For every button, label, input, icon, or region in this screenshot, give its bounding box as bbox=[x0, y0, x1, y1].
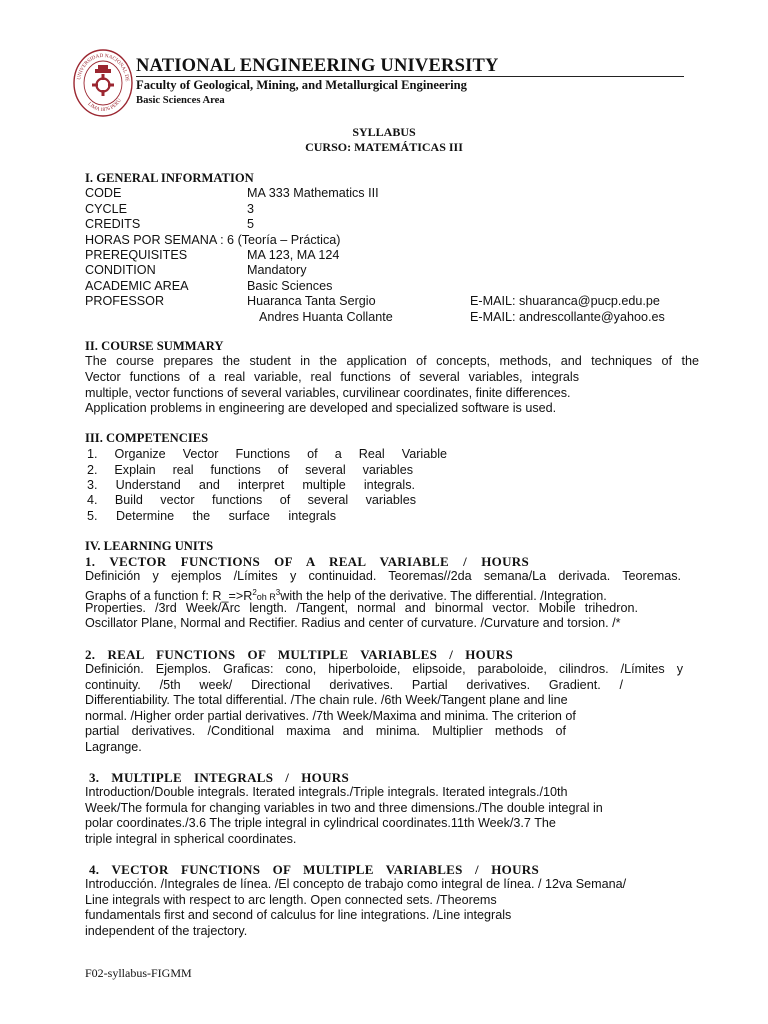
unit-3-title: 3. MULTIPLE INTEGRALS / HOURS bbox=[89, 770, 349, 785]
unit-4-title: 4. VECTOR FUNCTIONS OF MULTIPLE VARIABLES / HOURS bbox=[89, 862, 539, 877]
credits-label: CREDITS bbox=[85, 217, 141, 231]
unit-1-line: Properties. /3rd Week/Arc length. /Tangent, normal and binormal vector. Mobile trihedron. bbox=[85, 601, 638, 615]
unit-4-line: fundamentals first and second of calculus for line integrations. /Line integrals bbox=[85, 908, 512, 922]
unit-1-line: Definición y ejemplos /Límites y continuidad. Teoremas//2da semana/La derivada. Teoremas. bbox=[85, 569, 681, 583]
cycle-value: 3 bbox=[247, 202, 255, 216]
doc-title: SYLLABUS bbox=[352, 125, 416, 139]
summary-line: multiple, vector functions of several variables, curvilinear coordinates, finite differences. bbox=[85, 386, 571, 400]
condition-value: Mandatory bbox=[247, 263, 307, 277]
hours-line: HORAS POR SEMANA : 6 (Teoría – Práctica) bbox=[85, 233, 341, 247]
competency-item: 5. Determine the surface integrals bbox=[87, 509, 336, 523]
professor-email-1: E-MAIL: shuaranca@pucp.edu.pe bbox=[470, 294, 660, 308]
unit-2-line: Definición. Ejemplos. Graficas: cono, hiperboloide, elipsoide, paraboloide, cilindros. /Límites y bbox=[85, 662, 683, 676]
unit-3-line: Introduction/Double integrals. Iterated integrals./Triple integrals. Iterated integrals./10th bbox=[85, 785, 568, 799]
area-name: Basic Sciences Area bbox=[136, 95, 225, 106]
section-competencies-heading: III. COMPETENCIES bbox=[85, 431, 209, 445]
credits-value: 5 bbox=[247, 217, 255, 231]
section-learning-heading: IV. LEARNING UNITS bbox=[85, 539, 214, 553]
unit-4-line: Line integrals with respect to arc length. Open connected sets. /Theorems bbox=[85, 893, 497, 907]
cycle-label: CYCLE bbox=[85, 202, 127, 216]
section-general-heading: I. GENERAL INFORMATION bbox=[85, 171, 254, 185]
unit-1-formula-text: Graphs of a function f: R_=>R bbox=[85, 589, 253, 604]
competency-item: 1. Organize Vector Functions of a Real Variable bbox=[87, 447, 447, 461]
unit-2-line: Differentiability. The total differential. /The chain rule. /6th Week/Tangent plane and line bbox=[85, 693, 568, 707]
unit-3-line: triple integral in spherical coordinates. bbox=[85, 832, 297, 846]
competency-item: 4. Build vector functions of several variables bbox=[87, 493, 416, 507]
competency-item: 3. Understand and interpret multiple integrals. bbox=[87, 478, 415, 492]
unit-4-line: independent of the trajectory. bbox=[85, 924, 248, 938]
footer-code: F02-syllabus-FIGMM bbox=[85, 966, 192, 980]
summary-line: Vector functions of a real variable, real functions of several variables, integrals bbox=[85, 370, 579, 384]
prereq-value: MA 123, MA 124 bbox=[247, 248, 340, 262]
academic-area-label: ACADEMIC AREA bbox=[85, 279, 189, 293]
course-title: CURSO: MATEMÁTICAS III bbox=[305, 140, 463, 154]
unit-1-small: oh R bbox=[256, 592, 276, 603]
unit-2-title: 2. REAL FUNCTIONS OF MULTIPLE VARIABLES / HOURS bbox=[85, 647, 513, 662]
seal-text: UNIVERSIDAD NACIONAL DE bbox=[76, 52, 130, 82]
university-seal bbox=[72, 48, 134, 118]
seal-year: LIMA 1876 PERU bbox=[86, 97, 123, 114]
summary-line: Application problems in engineering are developed and specialized software is used. bbox=[85, 401, 557, 415]
unit-2-line: Lagrange. bbox=[85, 740, 142, 754]
unit-1-line: Oscillator Plane, Normal and Rectifier. Radius and center of curvature. /Curvature and torsion. /* bbox=[85, 616, 621, 630]
prereq-label: PREREQUISITES bbox=[85, 248, 188, 262]
unit-3-line: Week/The formula for changing variables in two and three dimensions./The double integral in bbox=[85, 801, 603, 815]
professor-name-1: Huaranca Tanta Sergio bbox=[247, 294, 376, 308]
unit-1-title: 1. VECTOR FUNCTIONS OF A REAL VARIABLE / HOURS bbox=[85, 554, 529, 569]
professor-email-2: E-MAIL: andrescollante@yahoo.es bbox=[470, 310, 665, 324]
unit-2-line: normal. /Higher order partial derivatives. /7th Week/Maxima and minima. The criterion of bbox=[85, 709, 576, 723]
header-divider bbox=[136, 76, 684, 77]
unit-1-sup-2: 2 bbox=[252, 588, 257, 597]
condition-label: CONDITION bbox=[85, 263, 156, 277]
competency-item: 2. Explain real functions of several variables bbox=[87, 463, 413, 477]
professor-label: PROFESSOR bbox=[85, 294, 165, 308]
professor-name-2: Andres Huanta Collante bbox=[259, 310, 393, 324]
unit-2-line: continuity. /5th week/ Directional derivatives. Partial derivatives. Gradient. / bbox=[85, 678, 623, 692]
unit-4-line: Introducción. /Integrales de línea. /El concepto de trabajo como integral de línea. / 12va Semana/ bbox=[85, 877, 627, 891]
unit-1-formula-rest: with the help of the derivative. The differential. /Integration. bbox=[280, 589, 607, 604]
faculty-name: Faculty of Geological, Mining, and Metallurgical Engineering bbox=[136, 78, 467, 92]
seal-icon bbox=[72, 48, 134, 118]
unit-1-sup-3: 3 bbox=[275, 588, 281, 597]
unit-3-line: polar coordinates./3.6 The triple integral in cylindrical coordinates.11th Week/3.7 The bbox=[85, 816, 556, 830]
summary-line: The course prepares the student in the application of concepts, methods, and techniques of the bbox=[85, 354, 699, 368]
code-label: CODE bbox=[85, 186, 122, 200]
code-value: MA 333 Mathematics III bbox=[247, 186, 379, 200]
unit-2-line: partial derivatives. /Conditional maxima and minima. Multiplier methods of bbox=[85, 724, 566, 738]
academic-area-value: Basic Sciences bbox=[247, 279, 333, 293]
section-summary-heading: II. COURSE SUMMARY bbox=[85, 339, 224, 353]
university-name: NATIONAL ENGINEERING UNIVERSITY bbox=[136, 56, 499, 76]
